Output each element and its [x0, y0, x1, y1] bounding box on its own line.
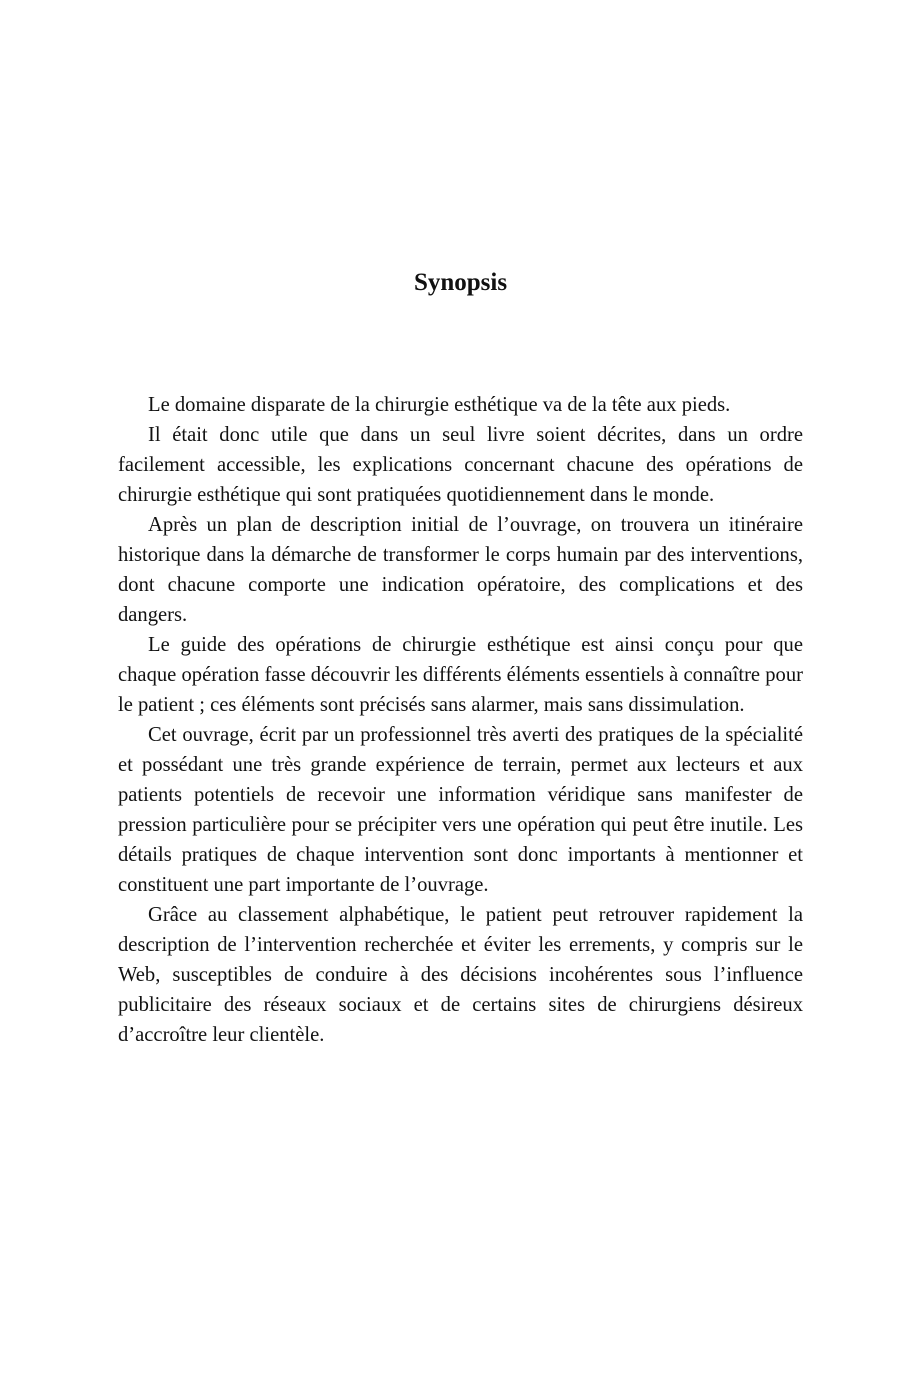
- paragraph: Grâce au classement alphabétique, le patient peut retrouver rapidement la description de l’intervention recherchée et éviter les errements, y compris sur le Web, susceptibles de conduire à des décisions incohérentes sous l’influence publicitaire des réseaux sociaux et de certains sites de chirurgiens désireux d’accroître leur clientèle.: [118, 904, 803, 1046]
- paragraph: Le guide des opérations de chirurgie esthétique est ainsi conçu pour que chaque opération fasse découvrir les différents éléments essentiels à connaître pour le patient ; ces éléments sont précisés sans alarmer, mais sans dissimulation.: [118, 634, 803, 716]
- paragraph: Après un plan de description initial de l’ouvrage, on trouvera un itinéraire historique dans la démarche de transformer le corps humain par des interventions, dont chacune comporte une indication opératoire, des complications et des dangers.: [118, 514, 803, 626]
- page-title: Synopsis: [413, 269, 508, 296]
- paragraph: Cet ouvrage, écrit par un professionnel très averti des pratiques de la spécialité et possédant une très grande expérience de terrain, permet aux lecteurs et aux patients potentiels de recevoir une information véridique sans manifester de pression particulière pour se précipiter vers une opération qui peut être inutile. Les détails pratiques de chaque intervention sont donc importants à mentionner et constituent une part importante de l’ouvrage.: [118, 724, 803, 896]
- synopsis-body: [118, 390, 803, 1050]
- paragraph: Il était donc utile que dans un seul livre soient décrites, dans un ordre facilement accessible, les explications concernant chacune des opérations de chirurgie esthétique qui sont pratiquées quotidiennement dans le monde.: [118, 424, 803, 506]
- paragraph: Le domaine disparate de la chirurgie esthétique va de la tête aux pieds.: [148, 394, 731, 416]
